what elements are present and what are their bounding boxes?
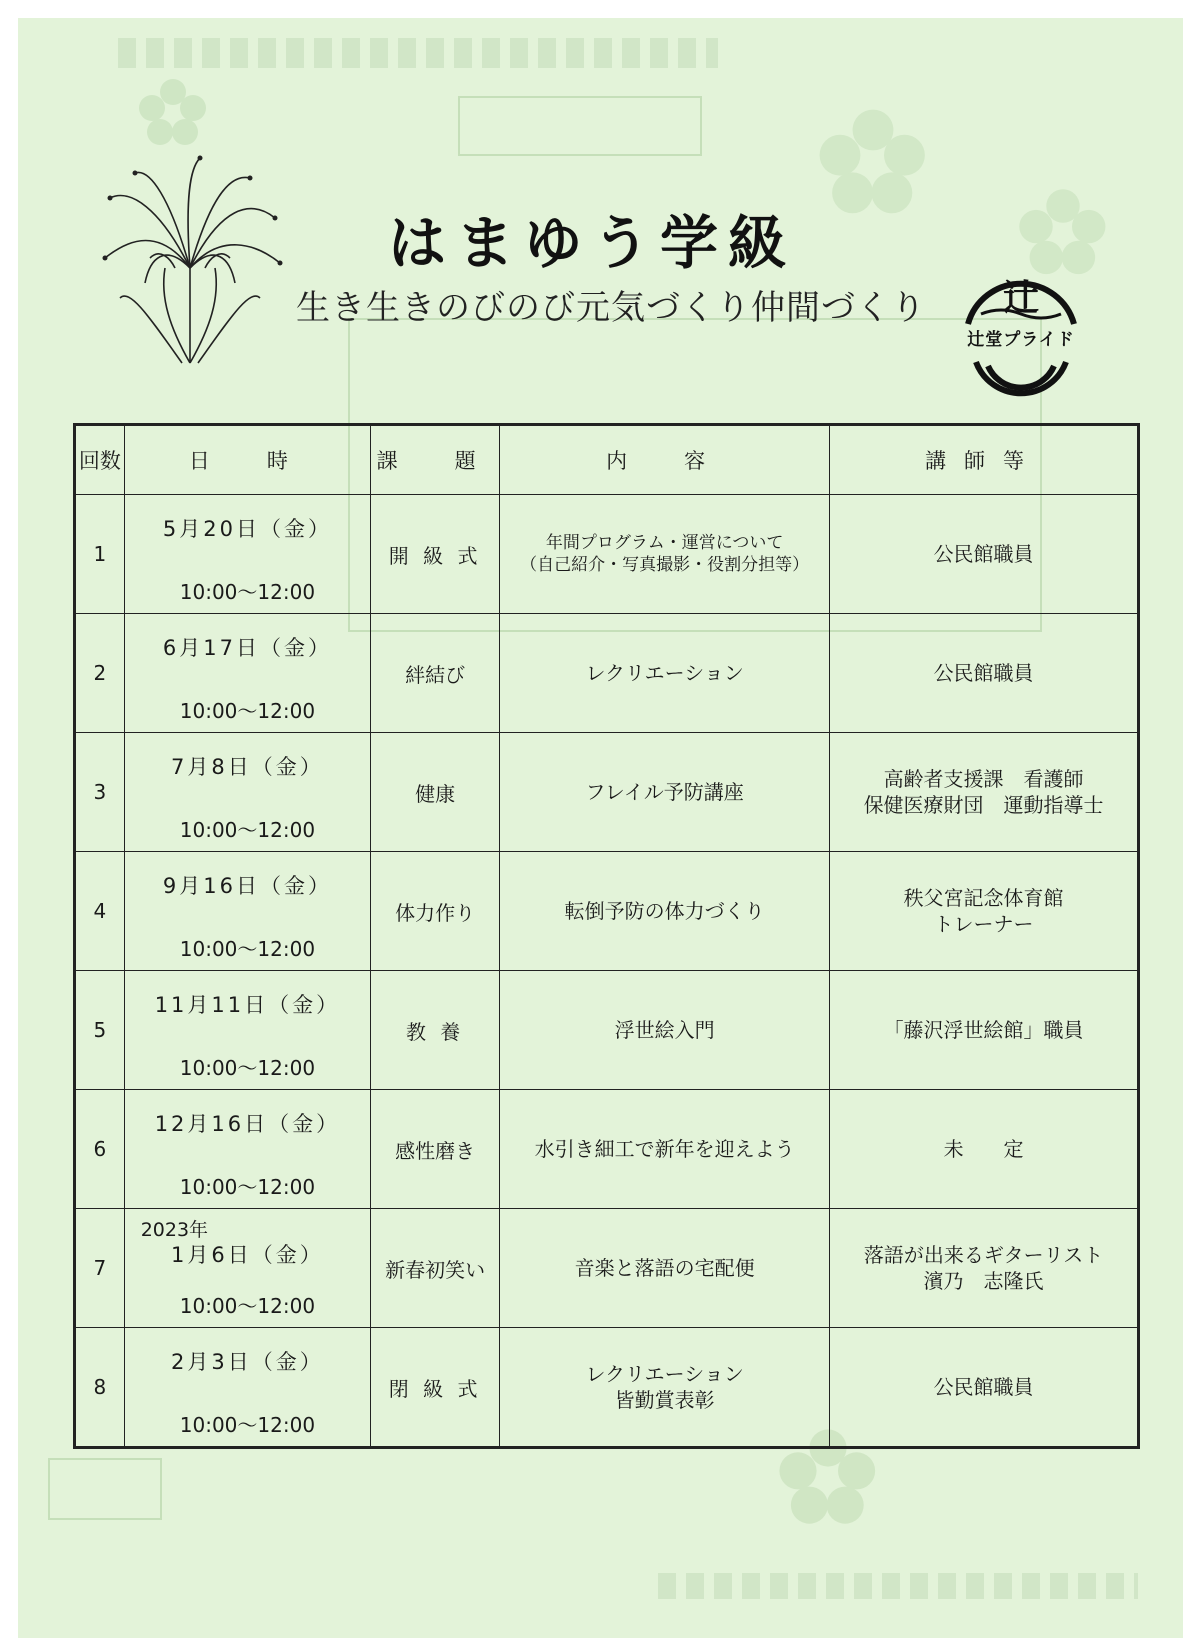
session-instructor <box>830 971 1139 1090</box>
page-title: はまゆう学級 <box>388 209 797 277</box>
instructor-line: 高齢者支援課 看護師 <box>883 767 1084 791</box>
show-through-box <box>458 96 702 156</box>
table-row <box>75 1328 1139 1448</box>
session-instructor <box>830 852 1139 971</box>
session-number: 2 <box>75 614 125 733</box>
session-datetime <box>124 733 370 852</box>
content-line: レクリエーション <box>585 661 744 685</box>
session-time: 10:00〜12:00 <box>179 937 316 961</box>
header-instructor: 講師等 <box>830 425 1139 495</box>
session-time: 10:00〜12:00 <box>179 818 316 842</box>
session-subject: 絆結び <box>371 614 500 733</box>
show-through-text <box>118 38 718 68</box>
session-time: 10:00〜12:00 <box>179 1294 316 1318</box>
instructor-line: 公民館職員 <box>933 1375 1034 1399</box>
session-subject: 体力作り <box>371 852 500 971</box>
table-header-row <box>75 425 1139 495</box>
table-row <box>75 733 1139 852</box>
instructor-line: 未 定 <box>943 1137 1024 1161</box>
session-subject: 新春初笑い <box>371 1209 500 1328</box>
session-time: 10:00〜12:00 <box>179 699 316 723</box>
table-row <box>75 1090 1139 1209</box>
session-subject: 感性磨き <box>371 1090 500 1209</box>
session-date: 7月8日（金） <box>171 755 324 779</box>
content-line: フレイル予防講座 <box>585 780 744 804</box>
session-date: 12月16日（金） <box>154 1112 341 1136</box>
session-instructor <box>830 1328 1139 1448</box>
instructor-line: 秩父宮記念体育館 <box>903 886 1064 910</box>
flyer-page <box>18 18 1183 1638</box>
session-number: 6 <box>75 1090 125 1209</box>
session-subject: 教 養 <box>371 971 500 1090</box>
session-time: 10:00〜12:00 <box>179 1056 316 1080</box>
session-content <box>500 1090 830 1209</box>
content-line: 浮世絵入門 <box>614 1018 715 1042</box>
session-datetime <box>124 1209 370 1328</box>
session-date: 2月3日（金） <box>171 1350 324 1374</box>
session-content <box>500 1328 830 1448</box>
session-number: 1 <box>75 495 125 614</box>
page-subtitle: 生き生きのびのび元気づくり仲間づくり <box>296 288 926 328</box>
instructor-line: 公民館職員 <box>933 661 1034 685</box>
content-line: 転倒予防の体力づくり <box>564 899 765 923</box>
content-line: 水引き細工で新年を迎えよう <box>534 1137 795 1161</box>
session-time: 10:00〜12:00 <box>179 580 316 604</box>
content-line: 音楽と落語の宅配便 <box>574 1256 755 1280</box>
session-datetime <box>124 614 370 733</box>
hamayu-plant-illustration <box>90 148 290 368</box>
instructor-line: 濱乃 志隆氏 <box>923 1269 1044 1293</box>
session-year: 2023年 <box>140 1219 209 1241</box>
instructor-line: 落語が出来るギターリスト <box>863 1243 1104 1267</box>
session-datetime <box>124 495 370 614</box>
tsujido-pride-logo <box>946 262 1096 412</box>
content-line: レクリエーション <box>585 1362 744 1386</box>
session-subject: 健康 <box>371 733 500 852</box>
header-datetime: 日 時 <box>124 425 370 495</box>
session-instructor <box>830 733 1139 852</box>
session-instructor <box>830 614 1139 733</box>
session-datetime <box>124 1090 370 1209</box>
schedule-table <box>73 423 1140 1449</box>
session-subject: 開 級 式 <box>371 495 500 614</box>
show-through-text <box>658 1573 1138 1599</box>
session-number: 8 <box>75 1328 125 1448</box>
session-datetime <box>124 852 370 971</box>
session-subject: 閉 級 式 <box>371 1328 500 1448</box>
session-datetime <box>124 1328 370 1448</box>
session-content <box>500 1209 830 1328</box>
table-row <box>75 852 1139 971</box>
session-instructor <box>830 495 1139 614</box>
session-number: 4 <box>75 852 125 971</box>
session-content <box>500 852 830 971</box>
session-time: 10:00〜12:00 <box>179 1413 316 1437</box>
table-row <box>75 1209 1139 1328</box>
session-instructor <box>830 1209 1139 1328</box>
session-content <box>500 733 830 852</box>
blossom-decoration <box>818 108 928 218</box>
session-number: 5 <box>75 971 125 1090</box>
table-row <box>75 495 1139 614</box>
session-content <box>500 614 830 733</box>
session-datetime <box>124 971 370 1090</box>
table-row <box>75 971 1139 1090</box>
table-row <box>75 614 1139 733</box>
session-number: 3 <box>75 733 125 852</box>
instructor-line: 公民館職員 <box>933 542 1034 566</box>
instructor-line: トレーナー <box>933 912 1034 936</box>
session-instructor <box>830 1090 1139 1209</box>
session-date: 9月16日（金） <box>162 874 332 898</box>
instructor-line: 保健医療財団 運動指導士 <box>863 793 1104 817</box>
session-date: 1月6日（金） <box>171 1243 324 1267</box>
blossom-decoration <box>138 78 208 148</box>
show-through-box <box>48 1458 162 1520</box>
session-date: 6月17日（金） <box>162 636 332 660</box>
logo-text: 辻堂プライド <box>967 330 1075 350</box>
svg-text:辻: 辻 <box>1002 278 1040 319</box>
instructor-line: 「藤沢浮世絵館」職員 <box>883 1018 1084 1042</box>
header-count: 回数 <box>75 425 125 495</box>
session-date: 11月11日（金） <box>154 993 341 1017</box>
session-content <box>500 495 830 614</box>
session-content <box>500 971 830 1090</box>
content-line: 年間プログラム・運営について <box>545 533 784 553</box>
session-number: 7 <box>75 1209 125 1328</box>
content-line: 皆勤賞表彰 <box>614 1388 715 1412</box>
session-date: 5月20日（金） <box>162 517 332 541</box>
session-time: 10:00〜12:00 <box>179 1175 316 1199</box>
header-subject: 課 題 <box>371 425 500 495</box>
content-line: （自己紹介・写真撮影・役割分担等） <box>520 555 810 575</box>
header-content: 内 容 <box>500 425 830 495</box>
